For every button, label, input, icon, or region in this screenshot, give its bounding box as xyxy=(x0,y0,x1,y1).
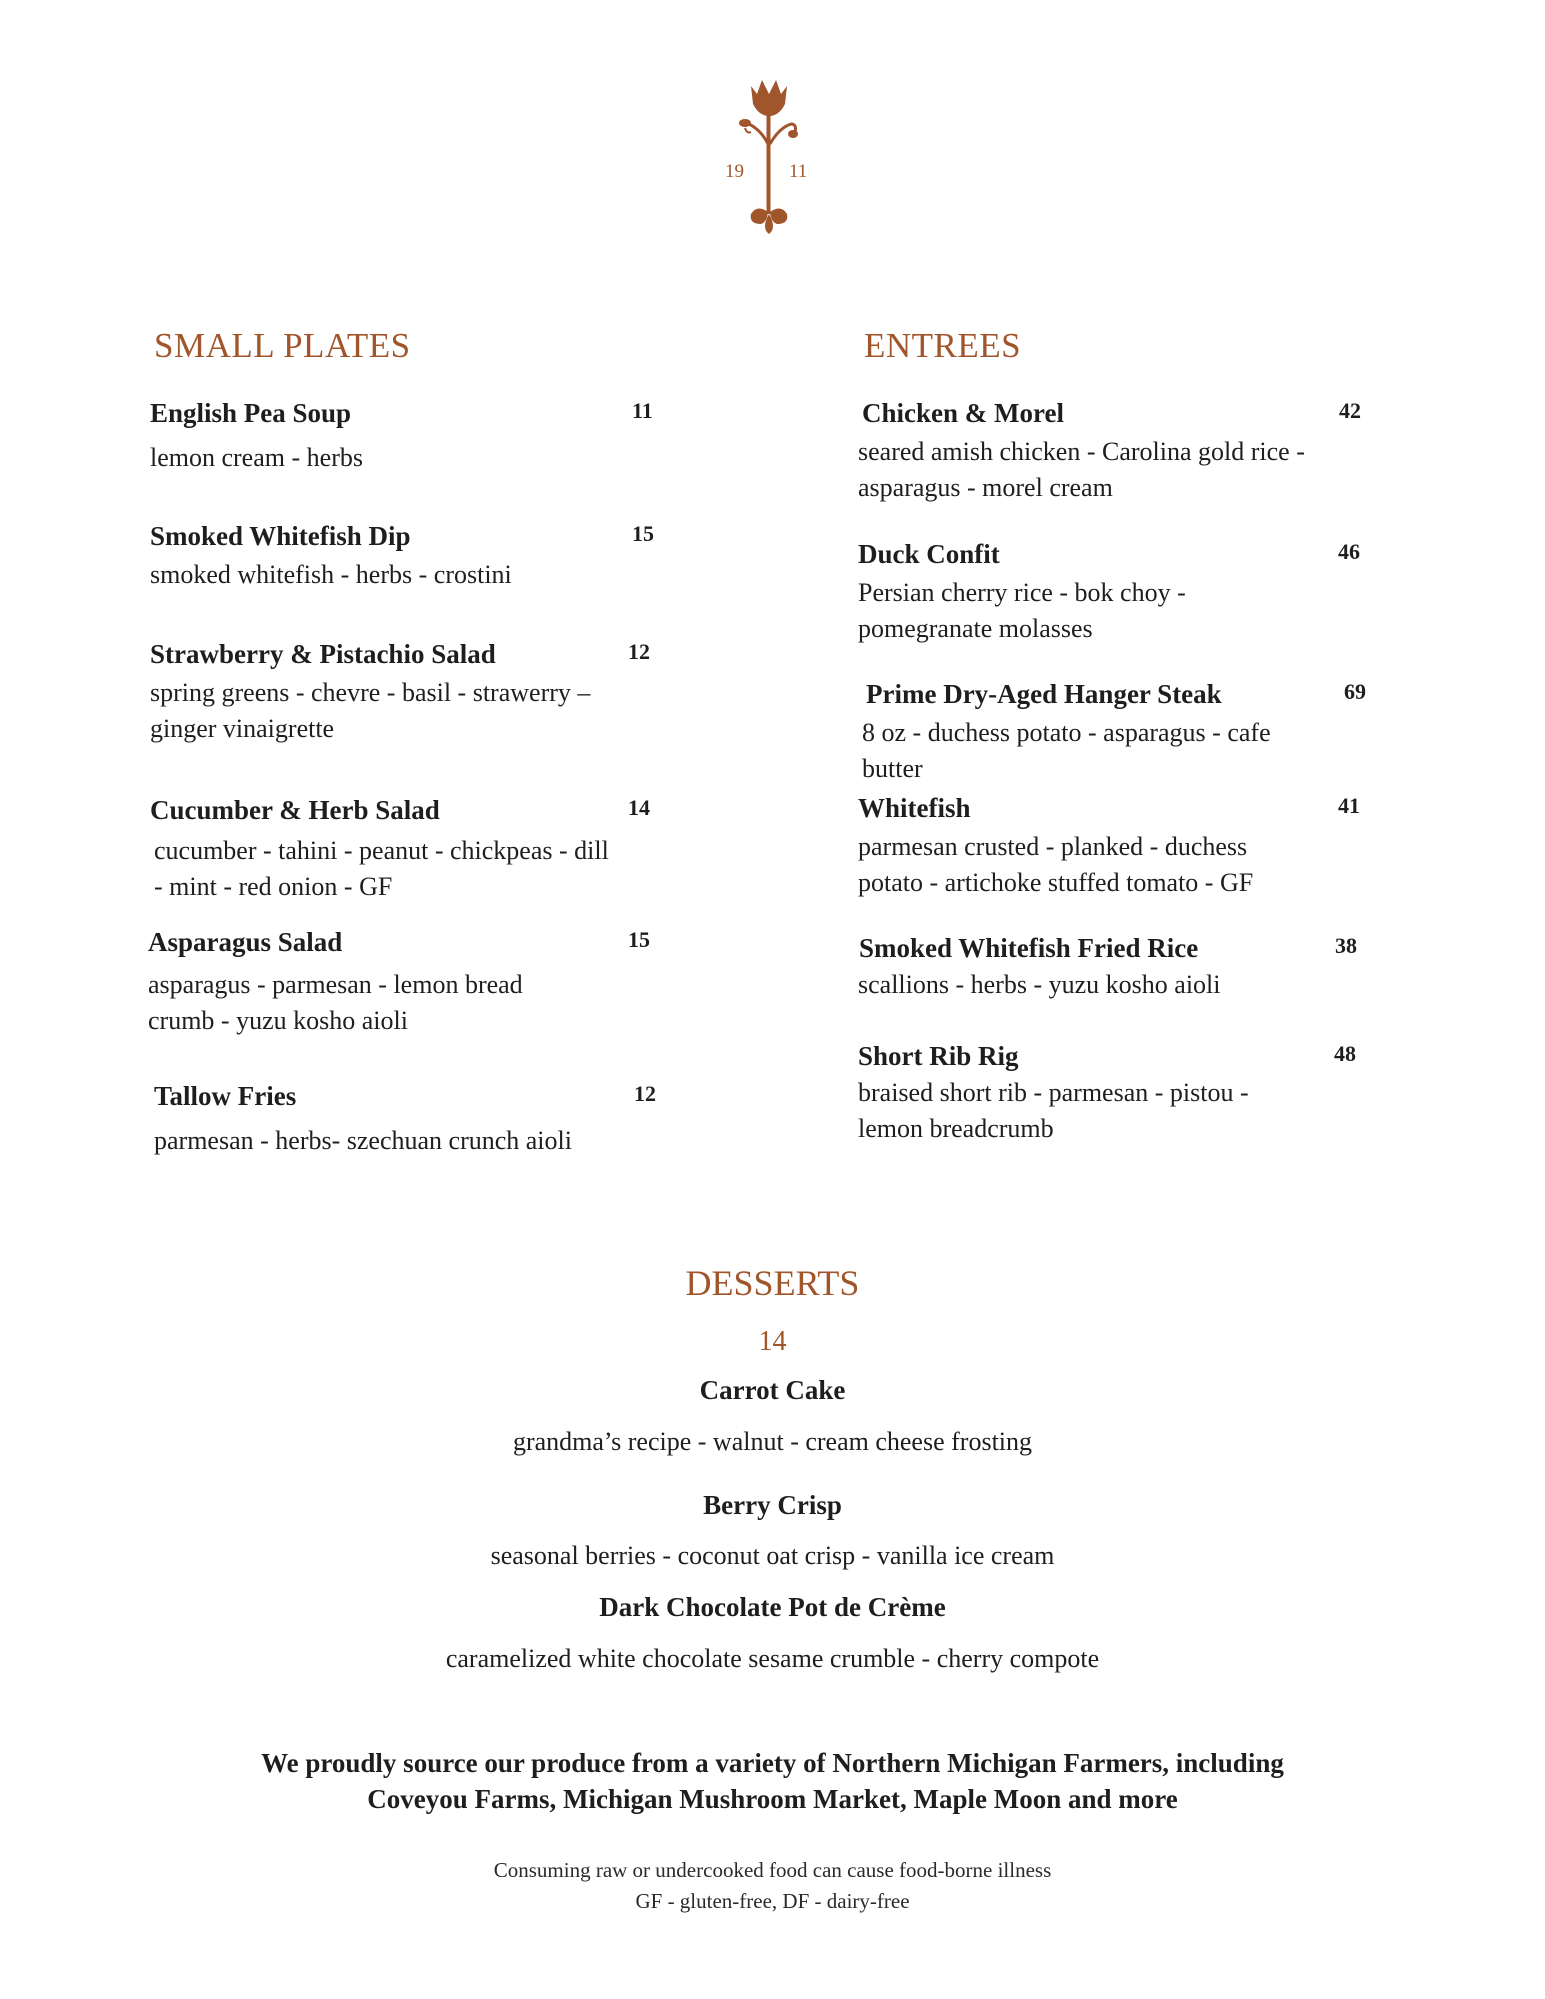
desserts-price: 14 xyxy=(758,1326,787,1357)
item-description: asparagus - parmesan - lemon bread crumb - yuzu kosho aioli xyxy=(148,970,523,1035)
item-description: parmesan - herbs- szechuan crunch aioli xyxy=(154,1126,572,1155)
item-price: 14 xyxy=(628,795,650,820)
svg-text:11: 11 xyxy=(789,161,808,182)
item-name: Cucumber & Herb Salad xyxy=(150,795,440,825)
dessert-name-berry-crisp: Berry Crisp xyxy=(703,1490,842,1520)
sourcing-statement: We proudly source our produce from a variety of Northern Michigan Farmers, including Coveyou Farms, Michigan Mushroom Market, Maple Moon and more xyxy=(261,1748,1284,1814)
svg-text:19: 19 xyxy=(725,161,744,182)
item-name: English Pea Soup xyxy=(150,398,352,428)
item-price: 41 xyxy=(1338,793,1360,818)
item-name: Whitefish xyxy=(858,793,971,823)
item-description: cucumber - tahini - peanut - chickpeas - dill - mint - red onion - GF xyxy=(154,836,609,901)
item-price: 38 xyxy=(1335,933,1357,958)
item-price: 42 xyxy=(1339,398,1361,423)
item-price: 12 xyxy=(628,639,650,664)
tulip-logo xyxy=(717,72,821,237)
item-price: 15 xyxy=(632,521,654,546)
item-name: Chicken & Morel xyxy=(862,398,1064,428)
item-description: seared amish chicken - Carolina gold rice - asparagus - morel cream xyxy=(858,437,1305,502)
item-description: parmesan crusted - planked - duchess potato - artichoke stuffed tomato - GF xyxy=(858,832,1254,897)
item-description: 8 oz - duchess potato - asparagus - cafe butter xyxy=(862,718,1271,783)
item-name: Prime Dry-Aged Hanger Steak xyxy=(866,679,1222,709)
item-description: lemon cream - herbs xyxy=(150,443,363,472)
item-price: 12 xyxy=(634,1081,656,1106)
item-description: spring greens - chevre - basil - strawerry – ginger vinaigrette xyxy=(150,678,591,743)
item-description: smoked whitefish - herbs - crostini xyxy=(150,560,512,589)
item-description: braised short rib - parmesan - pistou - lemon breadcrumb xyxy=(858,1078,1249,1143)
item-name: Smoked Whitefish Dip xyxy=(150,521,411,551)
dessert-name-carrot-cake: Carrot Cake xyxy=(699,1375,846,1405)
entrees-title: ENTREES xyxy=(864,326,1022,365)
item-description: scallions - herbs - yuzu kosho aioli xyxy=(858,970,1221,999)
dessert-name-pot-de-creme: Dark Chocolate Pot de Crème xyxy=(599,1592,946,1622)
item-price: 11 xyxy=(632,398,653,423)
dessert-desc-pot-de-creme: caramelized white chocolate sesame crumble - cherry compote xyxy=(445,1644,1100,1673)
dessert-desc-carrot-cake: grandma’s recipe - walnut - cream cheese frosting xyxy=(512,1427,1033,1456)
small-plates-title: SMALL PLATES xyxy=(154,326,411,365)
tulip-icon xyxy=(717,72,821,237)
item-price: 48 xyxy=(1334,1041,1356,1066)
item-description: Persian cherry rice - bok choy - pomegranate molasses xyxy=(858,578,1186,643)
item-name: Strawberry & Pistachio Salad xyxy=(150,639,496,669)
desserts-title: DESSERTS xyxy=(685,1263,860,1303)
item-name: Duck Confit xyxy=(858,539,1000,569)
item-name: Short Rib Rig xyxy=(858,1041,1019,1071)
footer-disclaimer: Consuming raw or undercooked food can cause food-borne illness GF - gluten-free, DF - dairy-free xyxy=(493,1858,1052,1913)
item-name: Asparagus Salad xyxy=(148,927,343,957)
item-name: Smoked Whitefish Fried Rice xyxy=(859,933,1199,963)
item-price: 69 xyxy=(1344,679,1366,704)
item-price: 15 xyxy=(628,927,650,952)
dessert-desc-berry-crisp: seasonal berries - coconut oat crisp - vanilla ice cream xyxy=(490,1541,1055,1570)
item-name: Tallow Fries xyxy=(154,1081,297,1111)
item-price: 46 xyxy=(1338,539,1360,564)
